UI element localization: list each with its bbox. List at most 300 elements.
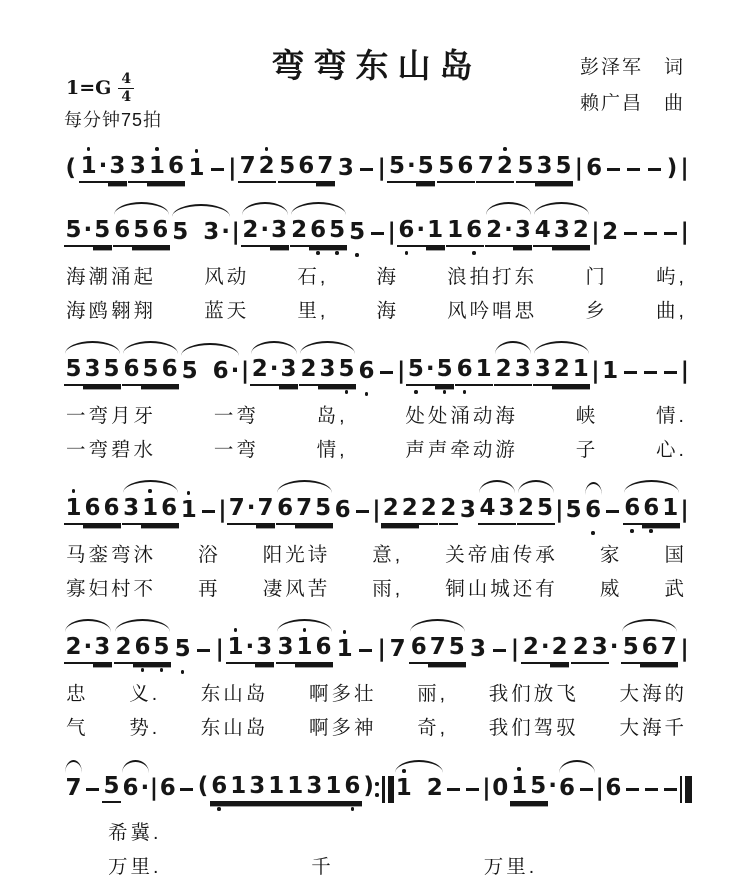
barline: | (231, 219, 240, 245)
note-group (603, 497, 622, 525)
note-digit: 2 (299, 356, 318, 386)
note-digit: 7 (476, 153, 495, 183)
note-digit: · (548, 773, 557, 799)
note-digit: 3 (513, 217, 532, 247)
lyric-syllable: 岛, (316, 405, 348, 427)
note-group (227, 495, 275, 525)
note-group (177, 775, 196, 803)
barline: | (397, 358, 406, 384)
note-digit: 7 (295, 495, 314, 525)
lyric-syllable: 万里. (108, 855, 162, 878)
note-group (290, 217, 347, 247)
note-group (368, 219, 387, 247)
note-group (333, 497, 352, 525)
barline: | (680, 358, 689, 384)
slur-arc (559, 760, 595, 773)
octave-dot-above (187, 491, 191, 495)
note-digit: 5 (102, 356, 121, 386)
barline (377, 155, 385, 183)
note-digit: 1 (141, 495, 160, 525)
lyric-syllable: 情, (316, 438, 348, 461)
note-digit: · (98, 153, 108, 183)
barline (228, 155, 236, 183)
octave-dot-below (414, 390, 418, 394)
barline: | (218, 497, 227, 523)
dash-note (490, 636, 509, 664)
time-signature (118, 72, 134, 104)
note-digit: 3 (459, 497, 476, 523)
note-group (387, 153, 435, 183)
note-digit: 6 (559, 775, 576, 801)
note-digit: 2 (64, 634, 83, 664)
note-digit: 1 (79, 153, 98, 183)
note-digit: 7 (227, 495, 246, 525)
note-digit: 6 (159, 775, 176, 801)
slur-arc (534, 202, 589, 215)
lyric-syllable: 海鸥翱翔 (66, 299, 157, 322)
slur-arc (122, 760, 149, 773)
note-digit: · (416, 217, 426, 247)
slur-arc (251, 341, 297, 354)
note-digit: 1 (446, 217, 465, 247)
note-group (199, 497, 218, 525)
notes-line (62, 132, 691, 196)
octave-dot-below (365, 392, 369, 396)
note-digit: 2 (290, 217, 309, 247)
note-group (238, 153, 276, 183)
barline-thin (680, 776, 682, 803)
note-digit: 3 (270, 217, 289, 247)
dash-note (621, 358, 640, 386)
music-system (62, 613, 691, 738)
lyric-syllable: 情. (656, 405, 687, 427)
barline: | (574, 155, 583, 181)
note-group (194, 636, 213, 664)
note-digit: 5 (387, 153, 406, 183)
octave-dot-below (217, 807, 221, 811)
note-digit: 2 (550, 634, 569, 664)
notes-line (62, 196, 691, 260)
note-digit: 6 (210, 773, 229, 803)
note-digit: 3 (276, 634, 295, 664)
note-digit: 3 (128, 153, 147, 183)
note-group (601, 219, 620, 247)
note-group (455, 356, 493, 386)
note-digit: 3 (255, 634, 274, 664)
octave-dot-below (345, 390, 349, 394)
lyric-syllable: 蓝天 (204, 299, 250, 322)
octave-dot-above (195, 149, 199, 153)
barline (378, 636, 386, 664)
note-group (468, 636, 487, 664)
barline (150, 775, 158, 803)
note-digit: · (221, 219, 231, 245)
note-digit: 2 (400, 495, 419, 525)
barline: | (387, 219, 396, 245)
note-group (585, 155, 623, 183)
barline-thin (382, 776, 384, 803)
note-digit: 1 (147, 153, 166, 183)
note-digit: 6 (166, 153, 185, 183)
note-group (299, 356, 356, 386)
note-group (533, 217, 590, 247)
note-group (584, 497, 603, 525)
note-digit: 1 (179, 497, 198, 525)
lyric-syllable: 石, (297, 266, 329, 288)
note-digit: 2 (257, 153, 276, 183)
note-digit: 3 (533, 356, 552, 386)
note-group (158, 775, 177, 803)
note-digit: 1 (267, 773, 286, 803)
note-group (226, 634, 274, 664)
note-group (564, 497, 583, 525)
note-digit: 1 (187, 155, 206, 183)
note-digit: 7 (256, 495, 275, 525)
note-group (114, 634, 171, 664)
lyric-syllable: 我们驾驭 (488, 716, 579, 739)
barline (591, 358, 599, 386)
note-digit: 3 (469, 636, 486, 662)
lyric-syllable: 海潮涌起 (66, 266, 157, 288)
lyric-syllable: 大海的 (619, 683, 687, 705)
note-digit: ( (197, 773, 209, 799)
note-digit: 5 (416, 153, 435, 183)
note-digit: 5 (621, 634, 640, 664)
note-digit: 2 (517, 495, 536, 525)
note-group (397, 217, 445, 247)
note-digit: 3 (83, 356, 102, 386)
barline: | (555, 497, 564, 523)
note-group (64, 155, 78, 183)
octave-dot-below (463, 390, 467, 394)
note-group (64, 775, 83, 803)
note-digit: 6 (623, 495, 642, 525)
note-digit: 2 (419, 495, 438, 525)
lyric-syllable: 海 (376, 299, 399, 322)
note-digit: 1 (64, 495, 83, 525)
lyric-syllable: 啊多神 (308, 716, 377, 739)
note-digit: 1 (571, 356, 590, 386)
note-digit: 6 (584, 497, 603, 525)
lyrics-line (62, 685, 691, 705)
slur-arc (622, 619, 677, 632)
note-digit: 5 (348, 219, 367, 247)
note-digit: · (230, 358, 240, 384)
barline: | (149, 775, 159, 801)
notes-line (62, 335, 691, 399)
key-label: 1=G (66, 77, 112, 100)
note-digit: 6 (605, 775, 622, 801)
note-digit: 7 (65, 775, 82, 801)
note-digit: 6 (314, 634, 333, 664)
composer-credit: 赖广昌 曲 (579, 93, 685, 115)
barline: | (680, 155, 689, 181)
barline (591, 219, 599, 247)
note-group (286, 773, 376, 803)
note-group (357, 155, 376, 183)
barline: | (240, 358, 250, 384)
note-digit: 6 (276, 495, 295, 525)
note-group (661, 775, 680, 803)
note-digit: 6 (122, 775, 139, 801)
slur-arc (486, 202, 532, 215)
note-group (171, 219, 231, 247)
note-digit: 2 (114, 634, 133, 664)
key-signature (66, 72, 134, 104)
barline (680, 219, 688, 247)
lyric-syllable: 威 (599, 577, 623, 600)
note-digit: 1 (602, 358, 619, 384)
note-group (128, 153, 185, 183)
note-digit: 6 (212, 358, 229, 384)
note-digit: 6 (642, 495, 661, 525)
lyric-syllable: 阳光诗 (262, 544, 331, 566)
music-system (62, 335, 691, 460)
note-digit: 6 (465, 217, 484, 247)
note-digit: 2 (485, 217, 504, 247)
note-digit: ) (666, 155, 678, 181)
note-group (241, 217, 289, 247)
dash-note (661, 219, 680, 247)
octave-dot-below (355, 253, 359, 257)
dash-note (641, 219, 660, 247)
lyric-syllable: 我们放飞 (488, 683, 579, 705)
note-group (517, 495, 555, 525)
octave-dot-below (351, 807, 355, 811)
note-digit: 6 (455, 356, 474, 386)
note-group (336, 155, 355, 183)
octave-dot-below (335, 251, 339, 255)
dash-note (208, 155, 227, 183)
lyric-syllable: 里, (297, 299, 329, 322)
score-header (62, 30, 691, 132)
note-group (187, 155, 206, 183)
note-digit: 3 (318, 356, 337, 386)
note-group (356, 636, 375, 664)
barline: | (680, 497, 689, 523)
note-group (173, 636, 192, 664)
barline: | (591, 358, 600, 384)
note-digit: 1 (474, 356, 493, 386)
note-group (444, 775, 463, 803)
note-digit: 6 (113, 217, 132, 247)
octave-dot-below (181, 670, 185, 674)
note-digit: 5 (278, 153, 297, 183)
note-digit: 2 (426, 775, 443, 801)
music-system (62, 132, 691, 196)
lyric-syllable: 海 (376, 266, 399, 288)
note-digit: 3 (248, 773, 267, 803)
note-group (558, 775, 596, 803)
note-digit: 6 (640, 634, 659, 664)
dash-note (642, 775, 661, 803)
final-barline (680, 776, 692, 803)
note-group (661, 219, 680, 247)
note-group (83, 775, 102, 803)
slur-arc (291, 202, 346, 215)
lyrics-line (62, 299, 691, 322)
barline (575, 155, 583, 183)
note-digit: 3 (497, 495, 516, 525)
barline-thick (685, 776, 692, 803)
octave-dot-above (155, 147, 159, 151)
barline (511, 636, 519, 664)
lyric-syllable: 一弯 (213, 438, 259, 461)
lyric-syllable: 风动 (204, 266, 250, 288)
notes-line (62, 752, 691, 816)
lyric-syllable: 浴 (198, 544, 221, 566)
slur-arc (65, 619, 111, 632)
lyric-syllable: 家 (599, 544, 623, 566)
lyric-syllable: 心. (656, 438, 687, 461)
barline: | (595, 775, 604, 801)
note-digit: 3 (513, 356, 532, 386)
note-group (388, 636, 407, 664)
dash-note (661, 775, 680, 803)
note-digit: 2 (250, 356, 269, 386)
score-body (62, 132, 691, 877)
barline: | (482, 775, 491, 801)
dash-note (641, 358, 660, 386)
dash-note (368, 219, 387, 247)
note-group (437, 153, 475, 183)
note-group (516, 153, 573, 183)
note-digit (199, 358, 211, 386)
dash-note (661, 358, 680, 386)
lyric-syllable: 希冀. (108, 822, 162, 844)
note-group (604, 775, 623, 803)
lyrics-line (62, 268, 691, 288)
note-group (381, 495, 438, 525)
barline (681, 358, 689, 386)
note-digit: 5 (181, 358, 198, 384)
octave-dot-below (316, 251, 320, 255)
dash-note (577, 775, 596, 803)
music-system (62, 196, 691, 321)
note-group (621, 358, 640, 386)
dash-note (353, 497, 372, 525)
note-digit: 2 (571, 634, 590, 664)
lyric-syllable: 一弯月牙 (66, 405, 157, 427)
lyric-syllable: 再 (198, 577, 221, 600)
note-group (64, 495, 121, 525)
note-group (276, 634, 333, 664)
lyric-syllable: 一弯碧水 (66, 438, 157, 461)
note-digit: ) (363, 773, 374, 799)
note-digit: 3 (337, 155, 354, 181)
music-system (62, 752, 691, 877)
dash-note (83, 775, 102, 803)
note-digit: 3 (203, 219, 220, 245)
barline (555, 497, 563, 525)
barline (241, 358, 249, 386)
note-digit: 0 (492, 775, 509, 801)
note-digit: 5 (536, 495, 555, 525)
barline (596, 775, 604, 803)
note-digit: 1 (426, 217, 445, 247)
dash-note (377, 358, 396, 386)
slur-arc (65, 760, 82, 773)
note-digit: 3 (93, 634, 112, 664)
lyric-syllable: 万里. (483, 855, 538, 878)
slur-arc (172, 204, 230, 217)
note-group (491, 775, 510, 803)
lyric-syllable: 武 (664, 577, 687, 600)
note-group (641, 219, 660, 247)
lyric-syllable: 门 (585, 266, 608, 288)
dash-note (357, 155, 376, 183)
slur-arc (585, 482, 602, 495)
note-digit: 1 (286, 773, 305, 803)
note-group (521, 634, 569, 664)
lyrics-line (62, 438, 691, 461)
octave-dot-above (265, 147, 269, 151)
note-group (494, 356, 532, 386)
slur-arc (495, 341, 531, 354)
slur-arc (114, 202, 169, 215)
lyrics-line (62, 407, 691, 427)
note-digit: 2 (241, 217, 260, 247)
note-digit: 5 (141, 356, 160, 386)
note-digit: 1 (226, 634, 245, 664)
note-digit: 1 (661, 495, 680, 525)
note-digit: 6 (357, 358, 376, 386)
note-group (357, 358, 376, 386)
slur-arc (115, 619, 170, 632)
note-digit: · (260, 217, 270, 247)
note-digit: · (406, 153, 416, 183)
octave-dot-above (503, 147, 507, 151)
octave-dot-above (343, 630, 347, 634)
octave-dot-below (472, 251, 476, 255)
note-digit: 3 (122, 495, 141, 525)
lyric-syllable: 风吟唱思 (447, 299, 538, 322)
octave-dot-below (405, 251, 409, 255)
lyric-syllable: 屿, (656, 266, 687, 288)
slur-arc (123, 480, 178, 493)
note-digit: 6 (409, 634, 428, 664)
lyric-syllable: 千 (311, 855, 334, 878)
note-digit: 5 (435, 356, 454, 386)
note-group (621, 634, 678, 664)
barline (218, 497, 226, 525)
time-numerator: 4 (118, 72, 134, 89)
lyricist-credit: 彭泽军 词 (579, 57, 685, 78)
note-digit: 1 (510, 773, 529, 803)
note-digit: 3 (535, 153, 554, 183)
note-digit: 3 (552, 217, 571, 247)
slur-arc (300, 341, 355, 354)
note-group (463, 775, 482, 803)
note-digit: 7 (389, 636, 406, 662)
barline: | (215, 636, 224, 662)
note-digit: 5 (64, 217, 83, 247)
note-digit: 6 (83, 495, 102, 525)
dash-note (199, 497, 218, 525)
repeat-dots (375, 781, 379, 798)
note-digit: 6 (456, 153, 475, 183)
lyric-syllable: 一弯 (213, 405, 259, 427)
note-group (122, 356, 179, 386)
note-group (79, 153, 127, 183)
barline: | (228, 155, 237, 181)
note-digit: 5 (172, 219, 189, 245)
note-group (623, 495, 680, 525)
note-digit: 5 (132, 217, 151, 247)
octave-dot-below (649, 529, 653, 533)
dash-note (177, 775, 196, 803)
note-digit: 5 (328, 217, 347, 247)
